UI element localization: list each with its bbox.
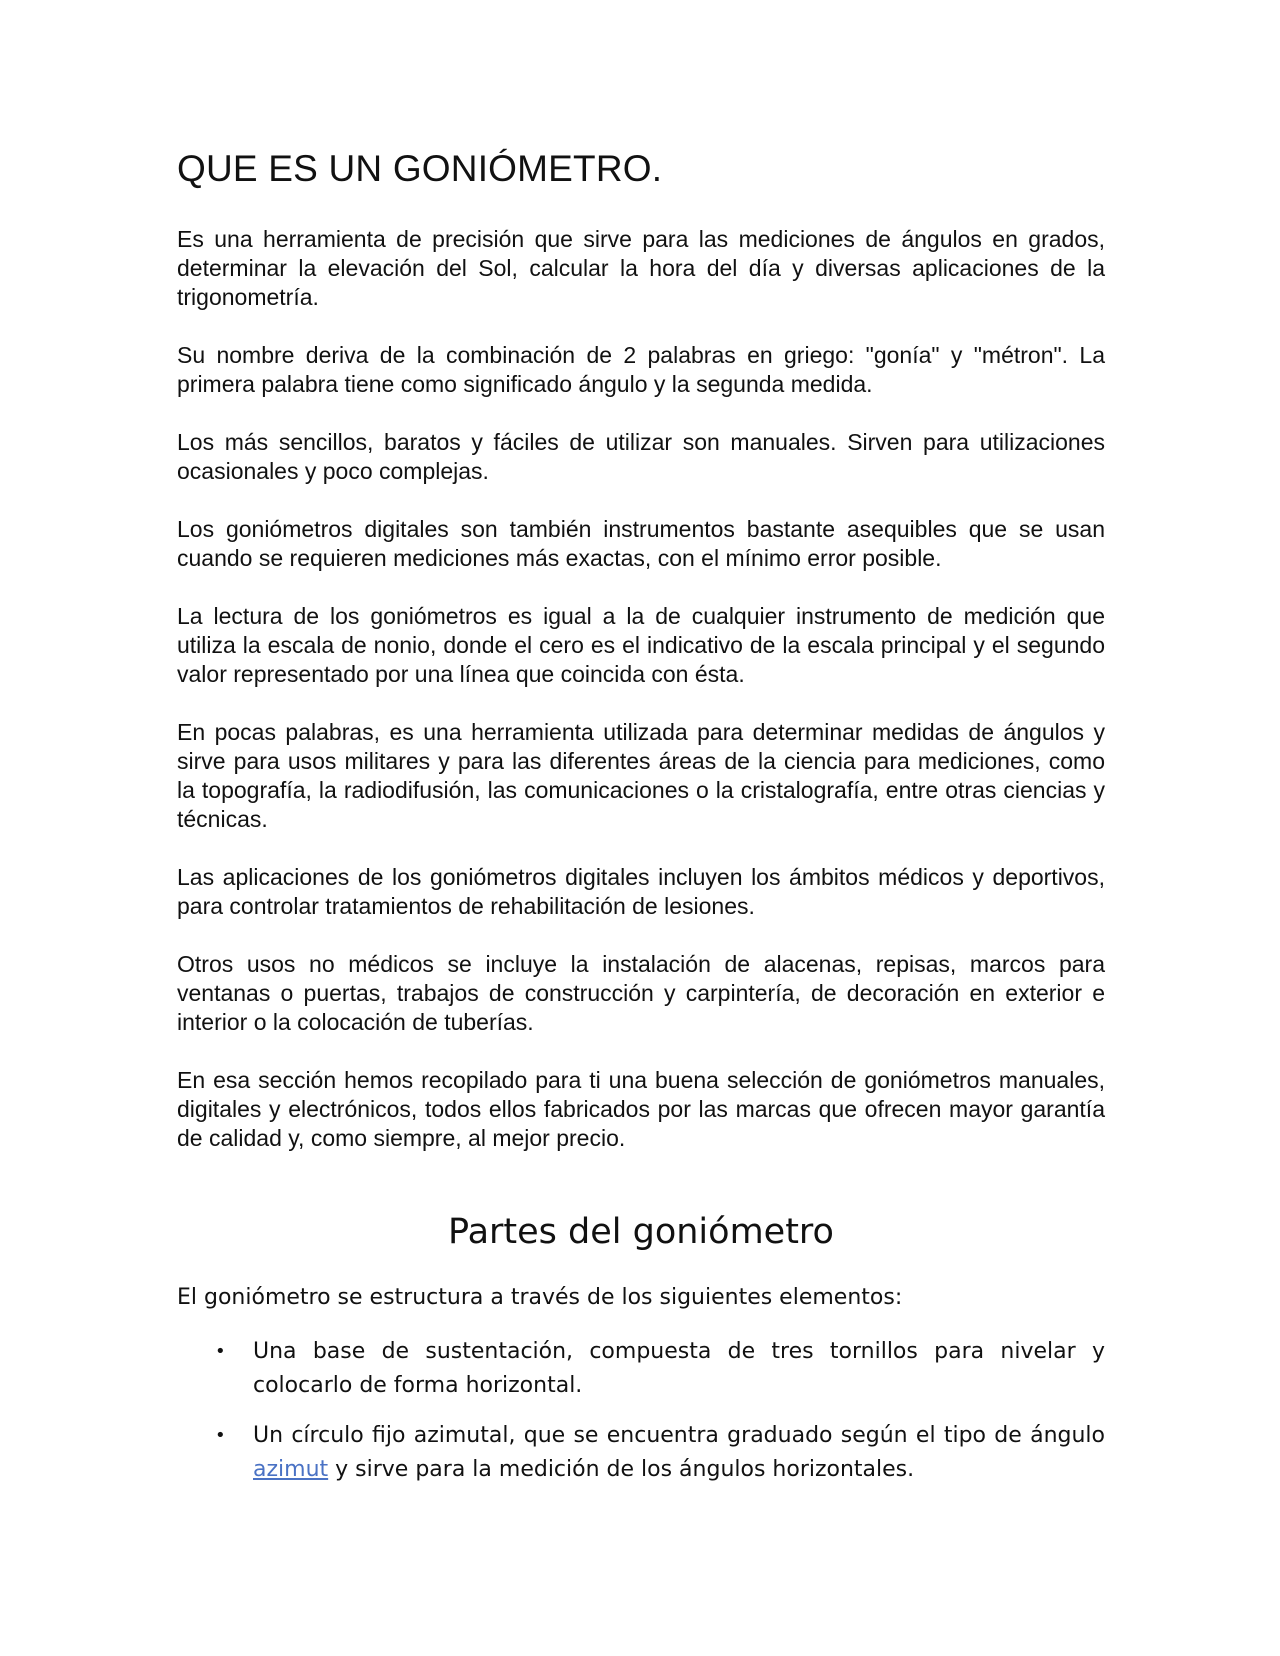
page-title: QUE ES UN GONIÓMETRO.: [177, 148, 663, 189]
list-item-text: Una base de sustentación, compuesta de tres tornillos para nivelar y colocarlo de forma horizontal.: [253, 1339, 1105, 1398]
paragraph: Otros usos no médicos se incluye la instalación de alacenas, repisas, marcos para ventanas o puertas, trabajos de construcción y carpintería, de decoración en exterior e interior o la colocación de tuberías.: [177, 951, 1105, 1035]
paragraph: En esa sección hemos recopilado para ti una buena selección de goniómetros manuales, digitales y electrónicos, todos ellos fabricados por las marcas que ofrecen mayor garantía de calidad y, como siempre, al mejor precio.: [177, 1067, 1105, 1151]
paragraph: Los goniómetros digitales son también instrumentos bastante asequibles que se usan cuando se requieren mediciones más exactas, con el mínimo error posible.: [177, 516, 1105, 571]
paragraph: Los más sencillos, baratos y fáciles de utilizar son manuales. Sirven para utilizaciones ocasionales y poco complejas.: [177, 429, 1105, 484]
body-paragraphs: [177, 225, 1105, 1182]
list-item-text-after: y sirve para la medición de los ángulos horizontales.: [328, 1457, 915, 1482]
list-item: [177, 1419, 1105, 1487]
list-item-text-before: Un círculo fijo azimutal, que se encuentra graduado según el tipo de ángulo: [253, 1423, 1105, 1448]
paragraph: Su nombre deriva de la combinación de 2 palabras en griego: "gonía" y "métron". La primera palabra tiene como significado ángulo y la segunda medida.: [177, 342, 1105, 397]
bullet-icon: •: [215, 1425, 226, 1446]
list-item: [177, 1335, 1105, 1403]
azimut-link[interactable]: azimut: [253, 1457, 329, 1482]
paragraph: La lectura de los goniómetros es igual a la de cualquier instrumento de medición que utiliza la escala de nonio, donde el cero es el indicativo de la escala principal y el segundo valor representado por una línea que coincida con ésta.: [177, 603, 1105, 687]
paragraph: Es una herramienta de precisión que sirve para las mediciones de ángulos en grados, determinar la elevación del Sol, calcular la hora del día y diversas aplicaciones de la trigonometría.: [177, 226, 1105, 310]
section-heading: Partes del goniómetro: [448, 1212, 834, 1252]
parts-list: [177, 1335, 1105, 1487]
section-intro: El goniómetro se estructura a través de los siguientes elementos:: [177, 1285, 903, 1310]
parts-section: [177, 1208, 1105, 1503]
paragraph: Las aplicaciones de los goniómetros digitales incluyen los ámbitos médicos y deportivos, para controlar tratamientos de rehabilitación de lesiones.: [177, 864, 1105, 919]
bullet-icon: •: [215, 1341, 226, 1362]
paragraph: En pocas palabras, es una herramienta utilizada para determinar medidas de ángulos y sirve para usos militares y para las diferentes áreas de la ciencia para mediciones, como la topografía, la radiodifusión, las comunicaciones o la cristalografía, entre otras ciencias y técnicas.: [177, 719, 1105, 832]
